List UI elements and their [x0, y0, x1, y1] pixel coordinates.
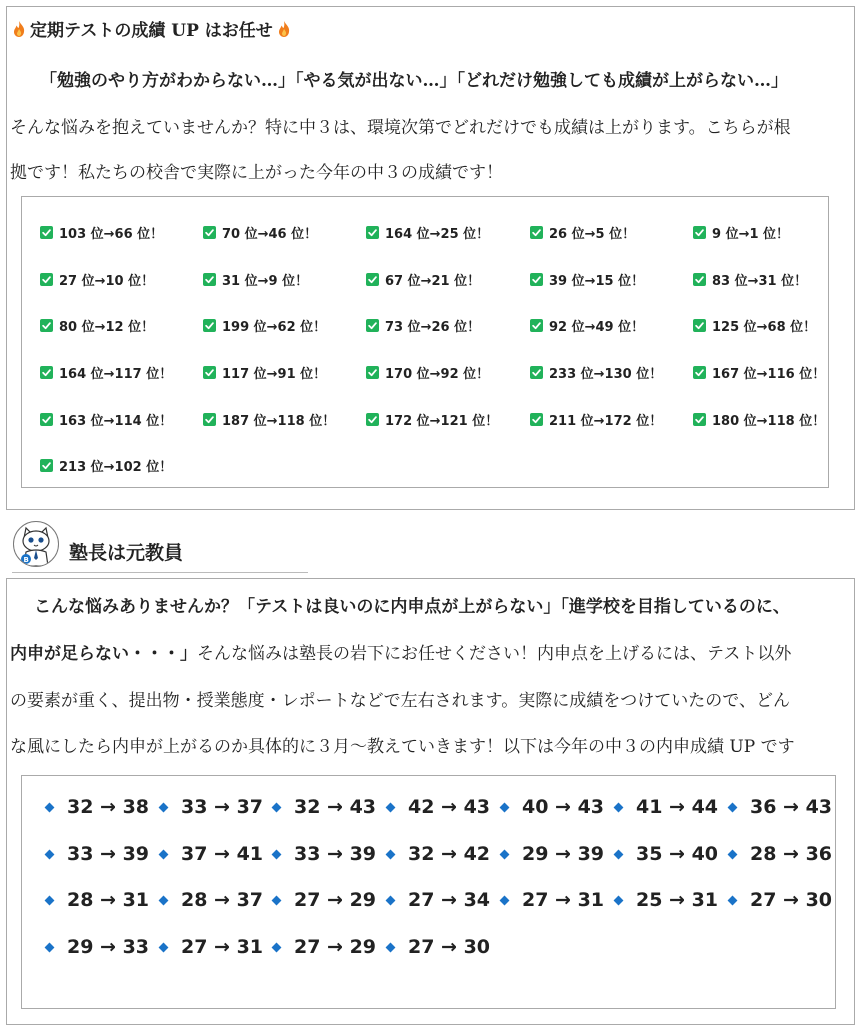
header-underline	[12, 572, 308, 573]
diamond-bullet-icon	[386, 849, 396, 859]
diamond-bullet-icon	[614, 895, 624, 905]
score-item-text: 32 → 38	[67, 796, 150, 818]
score-item-text: 36 → 43	[750, 796, 833, 818]
diamond-bullet-icon	[45, 895, 55, 905]
rank-item-text: 164 位→25 位！	[385, 227, 490, 242]
diamond-bullet-icon	[272, 849, 282, 859]
checkbox-checked-icon	[693, 366, 706, 379]
fire-icon	[12, 20, 26, 38]
score-item	[160, 843, 263, 865]
score-item-text: 25 → 31	[636, 889, 719, 911]
score-item-text: 28 → 37	[181, 889, 264, 911]
diamond-bullet-icon	[728, 895, 738, 905]
rank-item-text: 170 位→92 位！	[385, 367, 490, 382]
score-item	[46, 889, 149, 911]
checkbox-checked-icon	[530, 273, 543, 286]
checkbox-checked-icon	[366, 319, 379, 332]
rank-item	[366, 270, 480, 289]
rank-item	[530, 410, 662, 429]
rank-item	[530, 270, 644, 289]
naishin-line-2-rest: そんな悩みは塾長の岩下にお任せください！内申点を上げるには、テスト以外	[197, 644, 792, 664]
diamond-bullet-icon	[45, 849, 55, 859]
score-item	[501, 889, 604, 911]
section-title	[12, 16, 291, 41]
score-item	[729, 843, 832, 865]
rank-item	[693, 410, 825, 429]
checkbox-checked-icon	[203, 273, 216, 286]
rank-item-text: 187 位→118 位！	[222, 414, 336, 429]
score-item	[615, 889, 718, 911]
diamond-bullet-icon	[159, 942, 169, 952]
naishin-line-2-bold: 内申が足らない・・・」	[10, 644, 197, 664]
diamond-bullet-icon	[614, 802, 624, 812]
rank-item	[40, 270, 154, 289]
score-item	[46, 843, 149, 865]
score-item	[46, 936, 149, 958]
score-item	[729, 796, 832, 818]
checkbox-checked-icon	[693, 319, 706, 332]
rank-item	[530, 223, 635, 242]
score-item-text: 27 → 30	[750, 889, 833, 911]
checkbox-checked-icon	[40, 319, 53, 332]
score-item	[387, 889, 490, 911]
rank-item	[40, 316, 154, 335]
score-item-text: 32 → 43	[294, 796, 377, 818]
rank-item	[530, 316, 644, 335]
rank-item	[40, 223, 163, 242]
rank-item	[40, 363, 172, 382]
checkbox-checked-icon	[203, 226, 216, 239]
checkbox-checked-icon	[203, 413, 216, 426]
score-item-text: 42 → 43	[408, 796, 491, 818]
diamond-bullet-icon	[272, 942, 282, 952]
score-item	[160, 936, 263, 958]
rank-item-text: 211 位→172 位！	[549, 414, 663, 429]
rank-item-text: 31 位→9 位！	[222, 274, 309, 289]
score-item-text: 33 → 37	[181, 796, 264, 818]
checkbox-checked-icon	[366, 226, 379, 239]
rank-item	[530, 363, 662, 382]
score-item	[273, 889, 376, 911]
rank-item	[203, 363, 326, 382]
rank-item	[693, 270, 807, 289]
score-item-text: 32 → 42	[408, 843, 491, 865]
rank-item-text: 9 位→1 位！	[712, 227, 790, 242]
score-item-text: 27 → 34	[408, 889, 491, 911]
rank-item-text: 80 位→12 位！	[59, 320, 155, 335]
score-item-text: 28 → 31	[67, 889, 150, 911]
score-item	[273, 796, 376, 818]
score-item-text: 27 → 29	[294, 889, 377, 911]
score-item-text: 28 → 36	[750, 843, 833, 865]
rank-item-text: 125 位→68 位！	[712, 320, 817, 335]
diamond-bullet-icon	[728, 802, 738, 812]
score-item	[46, 796, 149, 818]
checkbox-checked-icon	[693, 413, 706, 426]
worries-quote: 「勉強のやり方がわからない…」「やる気が出ない…」「どれだけ勉強しても成績が上がらない…」	[40, 71, 788, 91]
rank-item	[203, 223, 317, 242]
checkbox-checked-icon	[203, 366, 216, 379]
score-item-text: 29 → 33	[67, 936, 150, 958]
cat-mascot-icon	[14, 522, 58, 566]
score-item	[273, 936, 376, 958]
checkbox-checked-icon	[40, 459, 53, 472]
rank-item	[203, 316, 326, 335]
rank-item	[366, 410, 498, 429]
checkbox-checked-icon	[693, 273, 706, 286]
checkbox-checked-icon	[40, 366, 53, 379]
score-item	[387, 796, 490, 818]
checkbox-checked-icon	[530, 366, 543, 379]
naishin-line-3: の要素が重く、提出物・授業態度・レポートなどで左右されます。実際に成績をつけていたので、どん	[10, 691, 790, 711]
rank-item-text: 167 位→116 位！	[712, 367, 826, 382]
intro-line-1: そんな悩みを抱えていませんか？特に中３は、環境次第でどれだけでも成績は上がります。こちらが根	[10, 118, 791, 138]
checkbox-checked-icon	[366, 273, 379, 286]
rank-item	[203, 270, 308, 289]
diamond-bullet-icon	[45, 802, 55, 812]
rank-item-text: 39 位→15 位！	[549, 274, 645, 289]
diamond-bullet-icon	[159, 849, 169, 859]
rank-item	[366, 316, 480, 335]
score-item	[160, 889, 263, 911]
diamond-bullet-icon	[500, 849, 510, 859]
naishin-line-2	[10, 637, 854, 671]
rank-item	[366, 363, 489, 382]
checkbox-checked-icon	[530, 413, 543, 426]
score-item-text: 27 → 31	[522, 889, 605, 911]
score-item	[387, 936, 490, 958]
diamond-bullet-icon	[159, 802, 169, 812]
rank-item-text: 83 位→31 位！	[712, 274, 808, 289]
score-item-text: 33 → 39	[67, 843, 150, 865]
score-item-text: 40 → 43	[522, 796, 605, 818]
score-item-text: 33 → 39	[294, 843, 377, 865]
score-item	[501, 796, 604, 818]
rank-item	[366, 223, 489, 242]
checkbox-checked-icon	[366, 366, 379, 379]
rank-item-text: 67 位→21 位！	[385, 274, 481, 289]
rank-item-text: 26 位→5 位！	[549, 227, 636, 242]
intro-line-2: 拠です！私たちの校舎で実際に上がった今年の中３の成績です！	[10, 163, 503, 183]
principal-header: 塾長は元教員	[69, 542, 184, 564]
diamond-bullet-icon	[728, 849, 738, 859]
checkbox-checked-icon	[203, 319, 216, 332]
rank-item	[693, 223, 789, 242]
checkbox-checked-icon	[366, 413, 379, 426]
diamond-bullet-icon	[272, 895, 282, 905]
diamond-bullet-icon	[614, 849, 624, 859]
rank-item	[693, 316, 816, 335]
checkbox-checked-icon	[530, 319, 543, 332]
rank-item-text: 92 位→49 位！	[549, 320, 645, 335]
rank-item-text: 117 位→91 位！	[222, 367, 327, 382]
score-item	[615, 843, 718, 865]
rank-item	[693, 363, 825, 382]
score-item-text: 27 → 29	[294, 936, 377, 958]
diamond-bullet-icon	[386, 895, 396, 905]
score-item	[160, 796, 263, 818]
svg-text:B: B	[23, 556, 29, 564]
rank-item-text: 27 位→10 位！	[59, 274, 155, 289]
diamond-bullet-icon	[386, 942, 396, 952]
diamond-bullet-icon	[45, 942, 55, 952]
rank-item-text: 70 位→46 位！	[222, 227, 318, 242]
score-item-text: 27 → 31	[181, 936, 264, 958]
checkbox-checked-icon	[40, 273, 53, 286]
rank-item-text: 233 位→130 位！	[549, 367, 663, 382]
diamond-bullet-icon	[500, 802, 510, 812]
score-item-text: 27 → 30	[408, 936, 491, 958]
score-item	[387, 843, 490, 865]
avatar	[13, 521, 59, 567]
checkbox-checked-icon	[530, 226, 543, 239]
fire-icon	[277, 20, 291, 38]
score-item	[501, 843, 604, 865]
rank-item	[40, 410, 172, 429]
diamond-bullet-icon	[272, 802, 282, 812]
diamond-bullet-icon	[500, 895, 510, 905]
score-item-text: 35 → 40	[636, 843, 719, 865]
rank-item-text: 73 位→26 位！	[385, 320, 481, 335]
rank-item-text: 172 位→121 位！	[385, 414, 499, 429]
checkbox-checked-icon	[693, 226, 706, 239]
naishin-line-1: こんな悩みありませんか？「テストは良いのに内申点が上がらない」「進学校を目指しているのに、	[34, 597, 790, 617]
diamond-bullet-icon	[386, 802, 396, 812]
rank-item-text: 199 位→62 位！	[222, 320, 327, 335]
rank-item	[40, 456, 172, 475]
diamond-bullet-icon	[159, 895, 169, 905]
checkbox-checked-icon	[40, 413, 53, 426]
rank-item-text: 213 位→102 位！	[59, 460, 173, 475]
rank-item-text: 164 位→117 位！	[59, 367, 173, 382]
rank-item-text: 180 位→118 位！	[712, 414, 826, 429]
score-item	[273, 843, 376, 865]
naishin-line-4: な風にしたら内申が上がるのか具体的に３月～教えていきます！以下は今年の中３の内申成績 UP です	[10, 737, 795, 757]
rank-item-text: 163 位→114 位！	[59, 414, 173, 429]
rank-item-text: 103 位→66 位！	[59, 227, 164, 242]
checkbox-checked-icon	[40, 226, 53, 239]
score-item	[615, 796, 718, 818]
score-item-text: 29 → 39	[522, 843, 605, 865]
score-item-text: 37 → 41	[181, 843, 264, 865]
score-item-text: 41 → 44	[636, 796, 719, 818]
score-item	[729, 889, 832, 911]
rank-item	[203, 410, 335, 429]
section-title-text: 定期テストの成績 UP はお任せ	[30, 21, 273, 41]
